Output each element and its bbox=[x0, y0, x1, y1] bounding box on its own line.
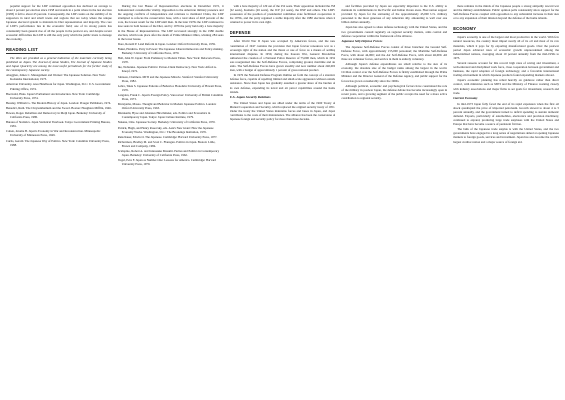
reference-item: Bureau of Statistics. Japan Statistical Yearbook. Tokyo: Government Printing Bureau, 1981. bbox=[6, 120, 111, 129]
reference-item: Fukui, Haruhiro. Party in Power: The Japanese Liberal-Democrats and Policy-making. Berkeley: University of California Press, 1970. bbox=[117, 46, 224, 56]
reference-item: Abegglen, James C. Management and Worker: The Japanese Solution. New York: Kodansha International, 1973. bbox=[6, 73, 106, 82]
column-4 bbox=[341, 4, 447, 398]
column-1 bbox=[6, 4, 112, 398]
reference-item: Baerwald, Hans. Japan's Parliament: An Introduction. New York: Cambridge University Press, 1974. bbox=[6, 91, 100, 100]
paragraph: there remains in the minds of the Japanese people a strong antipathy toward war and the military establishment. Public opinion polls consistently show support for the Self-Defense Forces coupled with opposition to any substantial increase in their size or to any expansion of their mission beyond the defense of the home islands. bbox=[453, 4, 559, 21]
reference-item: Vogel, Ezra F. Japan as Number One: Lessons for America. Cambridge: Harvard University Press, 1979. bbox=[117, 158, 216, 167]
reading-list-intro: The titles are provided as a general indication of the materials currently being published on Japan. The Journal of Asian Studies, The Journal of Japanese Studies and Japan Quarterly are among the most useful periodicals for the further study of the contemporary Japanese society. bbox=[6, 55, 112, 73]
paragraph: with a bare majority of 129 out of the 252 seats. Their opposition included the JSP (62 seats), Komeito (26 seats), the JCP (12 seats), the DSP and others. The LDP's possession of the position of presidential committee state facilitated cooperation in the 1970s, and the party regained a stable majority after the 1980 elections when it returned to power in its own right. bbox=[229, 4, 336, 25]
reference-item: Beasley, William G. The Modern History of Japan. London: Praeger Publishers, 1974. bbox=[6, 100, 112, 105]
paragraph: Japan's economy is one of the largest and most productive in the world. With few natural resources, the country must import nearly all of its oil and most of its raw materials, which it pays for by exporting manufactured goods. Over the postwar period Japan achieved rates of economic growth unprecedented among the industrialized nations, averaging about 10 percent annually from the mid-1950s to 1973. bbox=[453, 35, 559, 60]
heading-rule bbox=[453, 32, 559, 33]
reference-item: Dore, Ronald P. Land Reform in Japan. London: Oxford University Press, 1959. bbox=[117, 41, 216, 46]
reference-item: Langdon, Frank C. Japan's Foreign Policy. Vancouver: University of British Columbia Press, 1973. bbox=[117, 92, 223, 101]
reference-item: Murakami, Hyoe and Johannes Hirschmeier, eds. Politics and Economics in Contemporary Japan. Tokyo: Japan Culture Institute, 1979. bbox=[117, 111, 211, 120]
reference-item: Ike, Nobutaka. Japanese Politics: Patron-Client Democracy. New York: Alfred A. Knopf, 1972. bbox=[117, 65, 217, 74]
paragraph: and facilities provided by Japan are especially important to the U.S. ability to maintain its commitments in the Pacific and Indian Ocean areas. Host nation support provided by Japan for the stationing of the approximately 45,000 U.S. military personnel is the most generous of any American ally, amounting to well over one billion dollars annually. bbox=[341, 4, 448, 25]
reference-item: Maruyama, Masao. Thought and Behavior in Modern Japanese Politics. London: Oxford University Press, 1963. bbox=[117, 102, 217, 111]
reference-item: Benedict, Ruth. The Chrysanthemum and the Sword. Boston: Houghton Mifflin, 1946. bbox=[6, 105, 112, 110]
reference-item: Nakane, Chie. Japanese Society. Berkeley: University of California Press, 1970. bbox=[117, 120, 216, 125]
heading-rule bbox=[6, 53, 112, 54]
column-3 bbox=[230, 4, 336, 398]
paragraph: In 1976 the National Defense Program Outline set forth the concept of a standard defense force, capable of repelling limited and small-scale aggression without outside assistance. Since then Japan has gradually assumed a greater share of the burden of its own defense, expanding its naval and air patrol capabilities around the home islands. bbox=[229, 73, 336, 94]
paragraph: After World War II Japan was occupied by American forces, and the new constitution of 1947 contains the provision that Japan forever renounces war as a sovereign right of the nation and the threat or use of force as a means of settling international disputes. In 1950, during the Korean War, General MacArthur authorized the creation of a National Police Reserve of 75,000 men, which in 1954 was reorganized into the Self-Defense Forces, comprising ground, maritime and air units. The Self-Defense Forces have grown steadily and now number about 240,000 men, with a budget of approximately 1 percent of gross national product. bbox=[229, 39, 336, 73]
reference-item: Lebra, Takie S. Japanese Patterns of Behavior. Honolulu: University of Hawaii Press, 1976. bbox=[117, 83, 222, 92]
paragraph: The bulk of the Japanese trade surplus is with the United States, and the two governments have engaged in a long series of negotiations aimed at opening Japanese markets to foreign goods, services and investment. Japan has also become the world's largest creditor nation and a major source of foreign aid. bbox=[453, 127, 559, 144]
reference-item: Richardson, Bradley M. and Scott C. Flanagan. Politics in Japan. Boston: Little, Brown and Company, 1984. bbox=[117, 139, 216, 148]
heading-rule bbox=[230, 36, 336, 37]
column-2 bbox=[118, 4, 224, 398]
paragraph: The United States and Japan are allied under the terms of the 1960 Treaty of Mutual Cooperation and Security, which replaced the original security treaty of 1951. Under the treaty the United States maintains forces and bases in Japan, and Japan contributes to the costs of their maintenance. The alliance has been the cornerstone of Japanese foreign and security policy for more than three decades. bbox=[229, 100, 336, 122]
self-defense-forces-heading: Japanese Self-Defense Forces bbox=[341, 39, 383, 44]
us-japan-security-heading: U.S.-Japan Security Relations bbox=[229, 95, 271, 100]
reference-item: Bowen, Roger. Rebellion and Democracy in Meiji Japan. Berkeley: University of California Press, 1980. bbox=[6, 110, 106, 120]
reference-item: Johnson, Chalmers. MITI and the Japanese Miracle. Stanford: Stanford University Press, 1982. bbox=[117, 74, 219, 83]
column-5 bbox=[453, 4, 559, 398]
paragraph: Japan has also agreed to share defense technology with the United States, and the two governments consult regularly on regional security matters, arms control and defense cooperation within the framework of the alliance. bbox=[341, 25, 448, 38]
defense-heading: DEFENSE bbox=[229, 30, 251, 36]
reading-list-heading: READING LIST bbox=[6, 46, 38, 52]
reference-item: Scalapino, Robert A. and Junnosuke Masumi. Parties and Politics in Contemporary Japan. Berkeley: University of California Press, 1962. bbox=[117, 149, 220, 158]
paragraph: Although Japan's defense expenditures are small relative to the size of its economy, the absolute size of the budget ranks among the largest in the world. Civilian control over the Self-Defense Forces is firmly established through the Prime Minister and the Director General of the Defense Agency, and public support for the forces has grown considerably since the 1960s. bbox=[341, 62, 448, 83]
paragraph: Although political, economic and psychological factors have constrained the role of the military in postwar Japan, the defense debate has become increasingly open in recent years, and a growing segment of the public accepts the need for a more active contribution to regional security. bbox=[341, 83, 448, 100]
reference-item: Curtis, Gerald. The Japanese Way of Politics. New York: Columbia University Press, 1988. bbox=[6, 138, 110, 147]
economy-heading: ECONOMY bbox=[453, 26, 477, 32]
reference-item: Patrick, Hugh, and Henry Rosovsky, eds. Asia's New Giant: How the Japanese Economy Works. Washington, D.C.: The Brookings Institution, 1976. bbox=[117, 125, 214, 134]
paragraph: Several reasons account for this record: high rates of saving and investment, a well-educated and disciplined work force, close cooperation between government and business, the rapid adoption of foreign technology, and a favorable international trading environment in which Japanese products found expanding markets abroad. bbox=[453, 60, 559, 78]
reference-item: American University. Area Handbook for Japan. Washington, D.C.: U.S. Government Printing Office, 1974. bbox=[6, 82, 111, 91]
paragraph: populist support for the LDP continued opposition has declined on average to about 2 percent per election since 1958 and stands in a point where in the last election (1983) it fell to about 45 percent. Consequently, the LDP counts on the stability of its supporters in rural and small towns and regions that are today where the unique Japanese electoral system to maintain its Diet representation and majority. The core of LDP's performance lies in the economic field; one of its strong points has consistently been general rise of all the people in the postwar era, and despite recent economic difficulties the LDP is still the only party which the public trusts to manage the economy. bbox=[6, 4, 112, 41]
current-economy-heading: Current Economy bbox=[453, 96, 478, 101]
paragraph: In mid-1973 Japan fully faced the end of its rapid expansion when the first oil shock quadrupled the price of imported petroleum. Growth slowed to about 4 to 5 percent annually, and the government turned to deficit spending to sustain domestic demand. Exports, particularly of automobiles, electronics and precision machinery, continued to expand, producing large trade surpluses with the United States and Europe that have become a source of persistent friction. bbox=[453, 101, 559, 127]
reference-item: Cohen, Jerome B. Japan's Economy in War and Reconstruction. Minneapolis: University of Minnesota Press, 1949. bbox=[6, 129, 101, 138]
reference-item: Hall, John W. Japan: From Prehistory to Modern Times. New York: Delacorte Press, 1970. bbox=[117, 56, 221, 65]
reference-item: Reischauer, Edwin O. The Japanese. Cambridge: Harvard University Press, 1977. bbox=[117, 134, 218, 139]
paragraph: Japan's economic planning has relied heavily on guidance rather than direct control, with ministries such as MITI and the Ministry of Finance working closely with industry associations and major firms to set goals for investment, research and trade. bbox=[453, 78, 559, 95]
paragraph: The Japanese Self-Defense Forces consist of three branches: the Ground Self-Defense Force, with approximately 155,000 personnel; the Maritime Self-Defense Force, with about 44,000; and the Air Self-Defense Force, with about 46,000. All three are volunteer forces, and service in them is entirely voluntary. bbox=[341, 44, 448, 62]
paragraph: During the last House of Representatives elections in December 1972, it demonstrated considerable vitality. Opposition to the American military presence and the ongoing conflicts of independence and relations to mainland China, the LDP attempted to refocus the conservative base, with a total share of 46.8 percent of the vote, the lowest result for the LDP until then. In the later 1970s the LDP continued to lose seats in both houses of the Diet, and by 1976 the party held only a bare majority in the House of Representatives. The LDP recovered strongly in the 1980 double election, which took place after the death of Prime Minister Ohira, winning 284 seats in the lower house. bbox=[117, 4, 224, 41]
